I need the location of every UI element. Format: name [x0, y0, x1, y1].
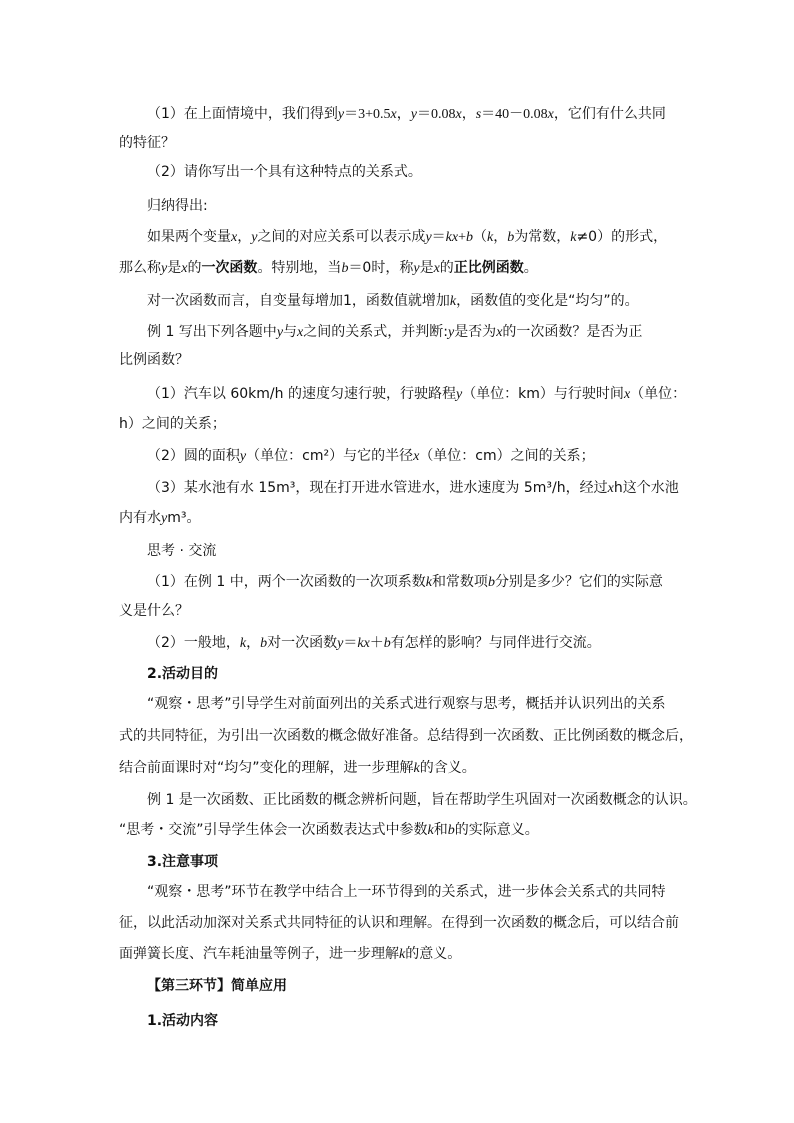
text: （1）在上面情境中，我们得到	[147, 106, 338, 122]
formula-part: ＝40－0.08	[481, 107, 548, 122]
definition-line-1	[147, 227, 667, 248]
text: 之间的对应关系可以表示成	[257, 229, 426, 245]
var-k: k	[487, 230, 494, 245]
var-y: y	[276, 325, 284, 340]
text: （1）汽车以 60km/h 的速度匀速行驶，行驶路程	[147, 386, 456, 402]
text: “观察・思考”环节在教学中结合上一环节得到的关系式，进一步体会关系式的共同特	[147, 884, 666, 900]
term-proportional-function: 正比例函数	[453, 260, 524, 276]
var-x: x	[455, 107, 462, 122]
var-x: x	[623, 387, 631, 402]
text: （2）请你写出一个具有这种特点的关系式。	[147, 164, 422, 180]
observe-question-1	[147, 104, 666, 125]
var-b: b	[260, 636, 268, 651]
example-1-part-2	[147, 446, 595, 467]
uniform-change-note	[147, 291, 639, 312]
text: 例 1 是一次函数、正比函数的概念辨析问题，旨在帮助学生巩固对一次函数概念的认识。	[147, 792, 697, 808]
text: ＝	[343, 636, 358, 651]
text: 与	[283, 324, 298, 340]
var-s: s	[475, 107, 482, 122]
text: 面弹簧长度、汽车耗油量等例子，进一步理解	[119, 946, 399, 962]
text: ＝	[431, 230, 446, 245]
text: 对一次函数	[267, 635, 338, 651]
content-heading	[147, 1011, 218, 1031]
text: ，	[237, 229, 252, 245]
text: （2）圆的面积	[147, 448, 240, 464]
text: 归纳得出:	[147, 198, 208, 214]
heading-text: 3.注意事项	[147, 854, 219, 870]
text: ＋	[369, 636, 384, 651]
purpose-para-1-line-1	[147, 694, 666, 714]
notes-line-1	[147, 882, 666, 902]
text: ，	[493, 229, 508, 245]
var-b: b	[487, 575, 495, 590]
var-y: y	[337, 107, 345, 122]
text: 的一次函数？是否为正	[502, 324, 643, 340]
var-x: x	[607, 481, 614, 496]
text: ＝0时，称	[348, 260, 414, 276]
text: 义是什么？	[119, 603, 189, 619]
text: +	[458, 230, 466, 245]
text: ，	[461, 106, 476, 122]
example-1-part-3	[147, 478, 679, 499]
var-y: y	[410, 107, 417, 122]
var-y: y	[239, 449, 247, 464]
var-x: x	[496, 325, 503, 340]
var-x: x	[547, 107, 554, 122]
think-question-1	[147, 572, 663, 593]
var-x: x	[390, 107, 397, 122]
formula-part: ＝0.08	[416, 107, 456, 122]
text: ，它们有什么共同	[553, 106, 666, 122]
text: 内有水	[119, 510, 161, 526]
text: 分别是多少？它们的实际意	[494, 574, 663, 590]
text: （单位：cm²）与它的半径	[246, 448, 414, 464]
example-1-part-3-cont	[119, 508, 200, 529]
text: 对一次函数而言，自变量每增加1，函数值就增加	[147, 293, 450, 309]
text: 结合前面课时对“均匀”变化的理解，进一步理解	[119, 760, 414, 776]
notes-line-2	[119, 913, 679, 933]
think-question-1-cont	[119, 601, 189, 621]
observe-question-2	[147, 162, 422, 182]
heading-text: 【第三环节】简单应用	[147, 978, 287, 994]
var-x: x	[433, 261, 440, 276]
notes-line-3	[119, 944, 461, 965]
var-y: y	[161, 511, 168, 526]
var-y: y	[447, 325, 455, 340]
text: 和常数项	[431, 574, 488, 590]
text: m³。	[167, 510, 201, 526]
var-k: k	[427, 823, 434, 838]
purpose-para-1-line-3	[119, 758, 476, 779]
text: （3）某水池有水 15m³，现在打开进水管进水，进水速度为 5m³/h，经过	[147, 480, 608, 496]
text: （单位：cm）之间的关系；	[419, 448, 595, 464]
text: 如果两个变量	[147, 229, 231, 245]
summary-title	[147, 196, 208, 216]
text: 。	[523, 260, 538, 276]
text: 思考 · 交流	[147, 543, 217, 559]
text: 比例函数？	[119, 352, 189, 368]
var-b: b	[447, 823, 455, 838]
var-y: y	[161, 261, 168, 276]
var-x: x	[181, 261, 188, 276]
text: 的特征？	[119, 135, 175, 151]
text: 是	[167, 260, 182, 276]
think-exchange-title	[147, 541, 216, 561]
text: （单位：km）与行驶时间	[462, 386, 624, 402]
purpose-para-2-line-1	[147, 790, 697, 810]
example-1-part-1	[147, 384, 686, 405]
heading-text: 2.活动目的	[147, 666, 219, 682]
var-k: k	[239, 636, 247, 651]
heading-text: 1.活动内容	[147, 1013, 219, 1029]
var-y: y	[337, 636, 344, 651]
text: 的	[187, 260, 202, 276]
text: 的	[439, 260, 454, 276]
var-k: k	[449, 294, 457, 309]
var-x: x	[413, 449, 420, 464]
text: 的实际意义。	[454, 822, 539, 838]
observe-question-1-cont	[119, 133, 175, 153]
purpose-para-2-line-2	[119, 820, 539, 841]
text: h）之间的关系；	[119, 416, 226, 432]
var-y: y	[425, 230, 432, 245]
var-b: b	[466, 230, 473, 245]
section-3-heading	[147, 976, 287, 996]
var-kx: kx	[357, 636, 370, 651]
text: 。特别地，当	[257, 260, 342, 276]
notes-heading	[147, 852, 218, 872]
text: 式的共同特征，为引出一次函数的概念做好准备。总结得到一次函数、正比例函数的概念后，	[119, 728, 693, 744]
text: 有怎样的影响？与同伴进行交流。	[390, 635, 601, 651]
text: 之间的关系式，并判断:	[303, 324, 448, 340]
term-linear-function: 一次函数	[201, 260, 258, 276]
var-x: x	[297, 325, 304, 340]
text: 的含义。	[419, 760, 476, 776]
var-y: y	[251, 230, 258, 245]
var-y: y	[413, 261, 420, 276]
example-1-title-cont	[119, 350, 189, 370]
var-x: x	[231, 230, 238, 245]
var-k: k	[570, 230, 577, 245]
example-1-title	[147, 322, 642, 343]
var-k: k	[425, 575, 432, 590]
purpose-heading	[147, 664, 218, 684]
example-1-part-1-cont	[119, 414, 226, 434]
text: （	[473, 229, 487, 245]
var-b: b	[507, 230, 515, 245]
text: ≠0）的形式，	[576, 229, 668, 245]
text: 和	[433, 822, 448, 838]
text: 那么称	[119, 260, 161, 276]
var-k: k	[399, 947, 406, 962]
purpose-para-1-line-2	[119, 726, 693, 746]
text: “观察・思考”引导学生对前面列出的关系式进行观察与思考，概括并认识列出的关系	[147, 696, 666, 712]
var-b: b	[383, 636, 391, 651]
text: 是否为	[454, 324, 497, 340]
text: 例 1 写出下列各题中	[147, 324, 277, 340]
text: ，函数值的变化是“均匀”的。	[456, 293, 639, 309]
definition-line-2	[119, 258, 538, 279]
formula-part: ＝3+0.5	[344, 107, 391, 122]
text: 征，以此活动加深对关系式共同特征的认识和理解。在得到一次函数的概念后，可以结合前	[119, 915, 679, 931]
text: h这个水池	[613, 480, 679, 496]
var-y: y	[455, 387, 463, 402]
text: ，	[246, 635, 261, 651]
var-b: b	[341, 261, 349, 276]
text: 的意义。	[405, 946, 462, 962]
var-k: k	[413, 761, 420, 776]
think-question-2	[147, 633, 601, 654]
var-kx: kx	[445, 230, 459, 245]
text: 是	[419, 260, 434, 276]
text: （单位：	[630, 386, 687, 402]
text: 为常数，	[514, 229, 571, 245]
text: ，	[396, 106, 411, 122]
text: （2）一般地，	[147, 635, 240, 651]
text: “思考・交流”引导学生体会一次函数表达式中参数	[119, 822, 428, 838]
text: （1）在例 1 中，两个一次函数的一次项系数	[147, 574, 426, 590]
